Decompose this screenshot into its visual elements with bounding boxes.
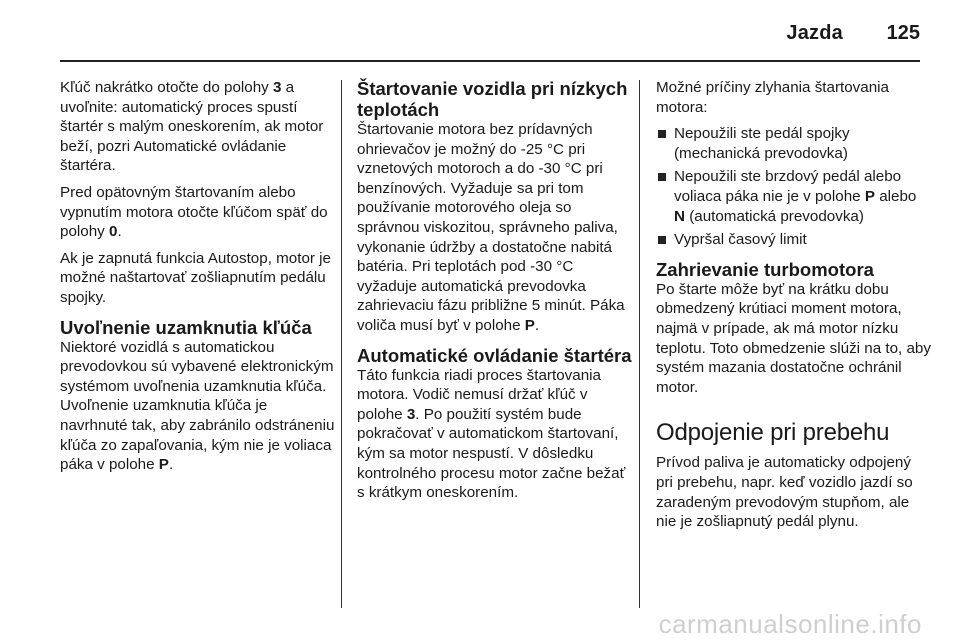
heading-key-release: Uvoľnenie uzamknutia kľúča [60, 316, 312, 338]
header-divider [60, 60, 920, 62]
paragraph-key-return: Pred opätovným štartovaním alebo vypnutím motora otočte kľúčom späť do polohy 0. [60, 183, 328, 241]
failure-causes-list [656, 124, 931, 250]
column-divider-1 [341, 80, 342, 608]
heading-cold-start: Štartovanie vozidla pri nízkych teplotách [357, 78, 628, 120]
column-2 [357, 78, 632, 510]
paragraph-key-position: Kľúč nakrátko otočte do polohy 3 a uvoľnite: automatický proces spustí štartér s malým oneskorením, ak motor beží, pozri Automatické ovládanie štartéra. [60, 79, 324, 175]
paragraph-auto-starter: Táto funkcia riadi proces štartovania motora. Vodič nemusí držať kľúč v polohe 3. Po použití systém bude pokračovať v automatickom štartovaní, kým sa motor nespustí. V dôsledku kontrolného procesu motor začne bežať s krátkym oneskorením. [357, 366, 626, 502]
page-number: 125 [886, 22, 920, 44]
heading-auto-starter: Automatické ovládanie štartéra [357, 344, 632, 366]
heading-turbo-warmup: Zahrievanie turbomotora [656, 258, 874, 280]
paragraph-cold-start: Štartovanie motora bez prídavných ohrievačov je možný do -25 °C pri vznetových motoroch a do -30 °C pri benzínových. Vyžaduje sa pri tom používanie motorového oleja so správnou viskozitou, správneho paliva, vykonanie údržby a dostatočne nabitá batéria. Pri teplotách pod -30 °C vyžaduje automatická prevodovka zahrievaciu fázu približne 5 minút. Páka voliča musí byť v polohe P. [357, 121, 625, 334]
section-title: Jazda [786, 22, 843, 44]
watermark-text: carmanualsonline.info [658, 609, 922, 639]
list-item: Nepoužili ste pedál spojky (mechanická prevodovka) [656, 124, 931, 163]
paragraph-fuel-cutoff: Prívod paliva je automaticky odpojený pri prebehu, napr. keď vozidlo jazdí so zaradeným prevodovým stupňom, ale nie je zošliapnutý pedál plynu. [656, 454, 913, 531]
paragraph-turbo-warmup: Po štarte môže byť na krátku dobu obmedzený krútiaci moment motora, najmä v prípade, ak má motor nízku teplotu. Toto obmedzenie slúži na to, aby systém mazania dostatočne ochránil motor. [656, 280, 931, 396]
column-3 [656, 78, 931, 539]
watermark [0, 609, 960, 640]
paragraph-start-failure: Možné príčiny zlyhania štartovania motora: [656, 79, 889, 116]
heading-fuel-cutoff: Odpojenie pri prebehu [656, 419, 890, 447]
page-header [0, 0, 960, 58]
column-divider-2 [639, 80, 640, 608]
list-item: Vypršal časový limit [656, 230, 931, 250]
paragraph-autostop: Ak je zapnutá funkcia Autostop, motor je možné naštartovať zošliapnutím pedálu spojky. [60, 249, 332, 306]
column-1 [60, 78, 335, 482]
paragraph-key-release: Niektoré vozidlá s automatickou prevodovkou sú vybavené elektronickým systémom uvoľnenia uzamknutia kľúča. Uvoľnenie uzamknutia kľúča je navrhnuté tak, aby zabránilo odstráneniu kľúča zo zapaľovania, kým nie je voliaca páka v polohe P. [60, 338, 335, 474]
list-item: Nepoužili ste brzdový pedál alebo voliaca páka nie je v polohe P alebo N (automatická prevodovka) [656, 167, 931, 226]
